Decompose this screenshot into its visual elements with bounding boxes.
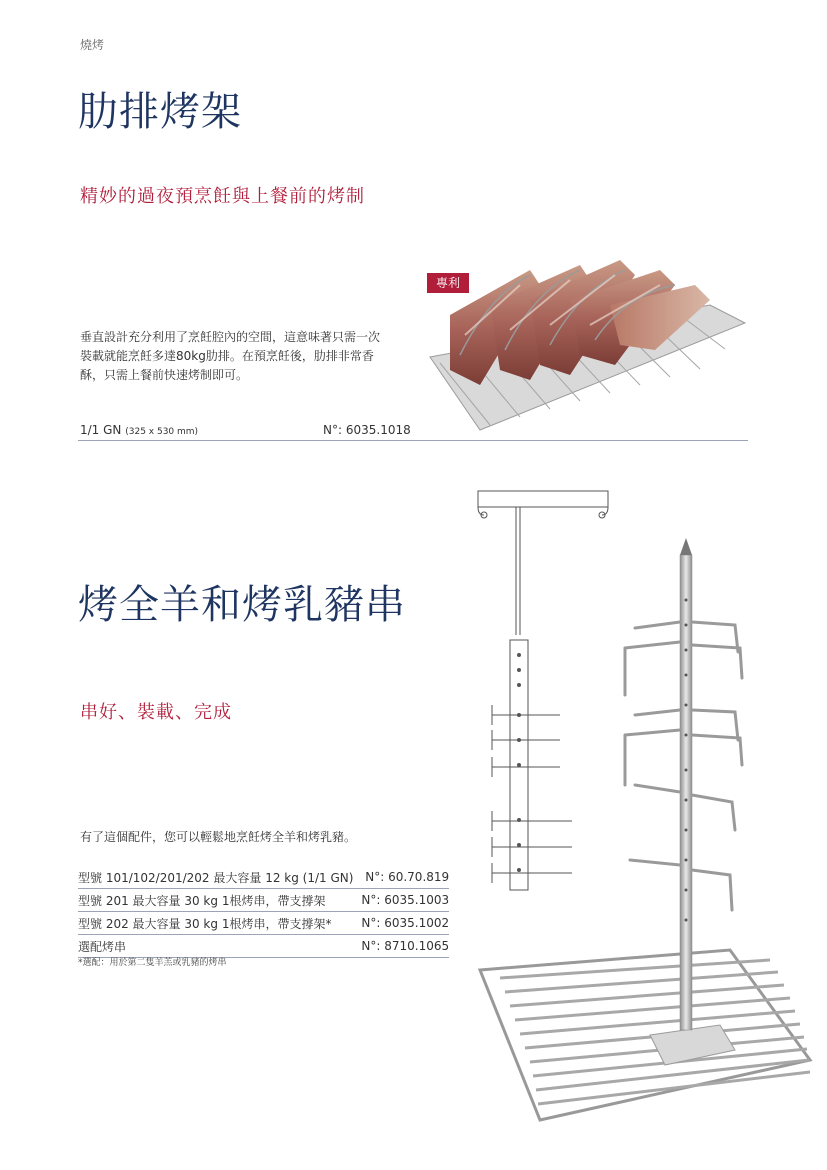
ribs-description-line: 垂直設計充分利用了烹飪腔內的空間，這意味著只需一次	[80, 330, 381, 344]
ribs-size-dims: (325 x 530 mm)	[125, 427, 199, 437]
spit-spec-table	[78, 866, 449, 958]
spec-label: 選配烤串	[78, 939, 127, 954]
ribs-rack-image	[420, 245, 750, 440]
ribs-description	[80, 328, 380, 385]
spit-description: 有了這個配件，您可以輕鬆地烹飪烤全羊和烤乳豬。	[80, 830, 357, 844]
ribs-size	[80, 423, 198, 437]
ribs-size-label: 1/1 GN	[80, 423, 122, 437]
ribs-divider	[78, 440, 748, 441]
spec-number: N°: 60.70.819	[365, 870, 450, 884]
spec-number: N°: 8710.1065	[361, 939, 450, 953]
ribs-description-line: 裝載就能烹飪多達80kg肋排。在預烹飪後，肋排非常香	[80, 349, 374, 363]
ribs-part-number: N°: 6035.1018	[323, 423, 411, 437]
spit-subtitle: 串好、裝載、完成	[80, 702, 232, 723]
spec-label: 型號 202 最大容量 30 kg 1根烤串，帶支撐架*	[78, 916, 332, 931]
section-label: 燒烤	[80, 38, 105, 52]
spec-label: 型號 201 最大容量 30 kg 1根烤串，帶支撐架	[78, 893, 326, 908]
spit-grid-image	[470, 530, 827, 1130]
spec-number: N°: 6035.1002	[361, 916, 450, 930]
spit-footnote: *選配：用於第二隻羊羔或乳豬的烤串	[78, 958, 227, 968]
spec-number: N°: 6035.1003	[361, 893, 450, 907]
ribs-title: 肋排烤架	[78, 89, 242, 135]
table-row	[78, 912, 449, 935]
ribs-subtitle: 精妙的過夜預烹飪與上餐前的烤制	[80, 186, 365, 207]
ribs-description-line: 酥，只需上餐前快速烤制即可。	[80, 368, 249, 382]
patent-badge: 專利	[427, 273, 469, 293]
table-row	[78, 866, 449, 889]
table-row	[78, 889, 449, 912]
spec-label: 型號 101/102/201/202 最大容量 12 kg (1/1 GN)	[78, 870, 354, 885]
spit-title: 烤全羊和烤乳豬串	[78, 582, 406, 628]
